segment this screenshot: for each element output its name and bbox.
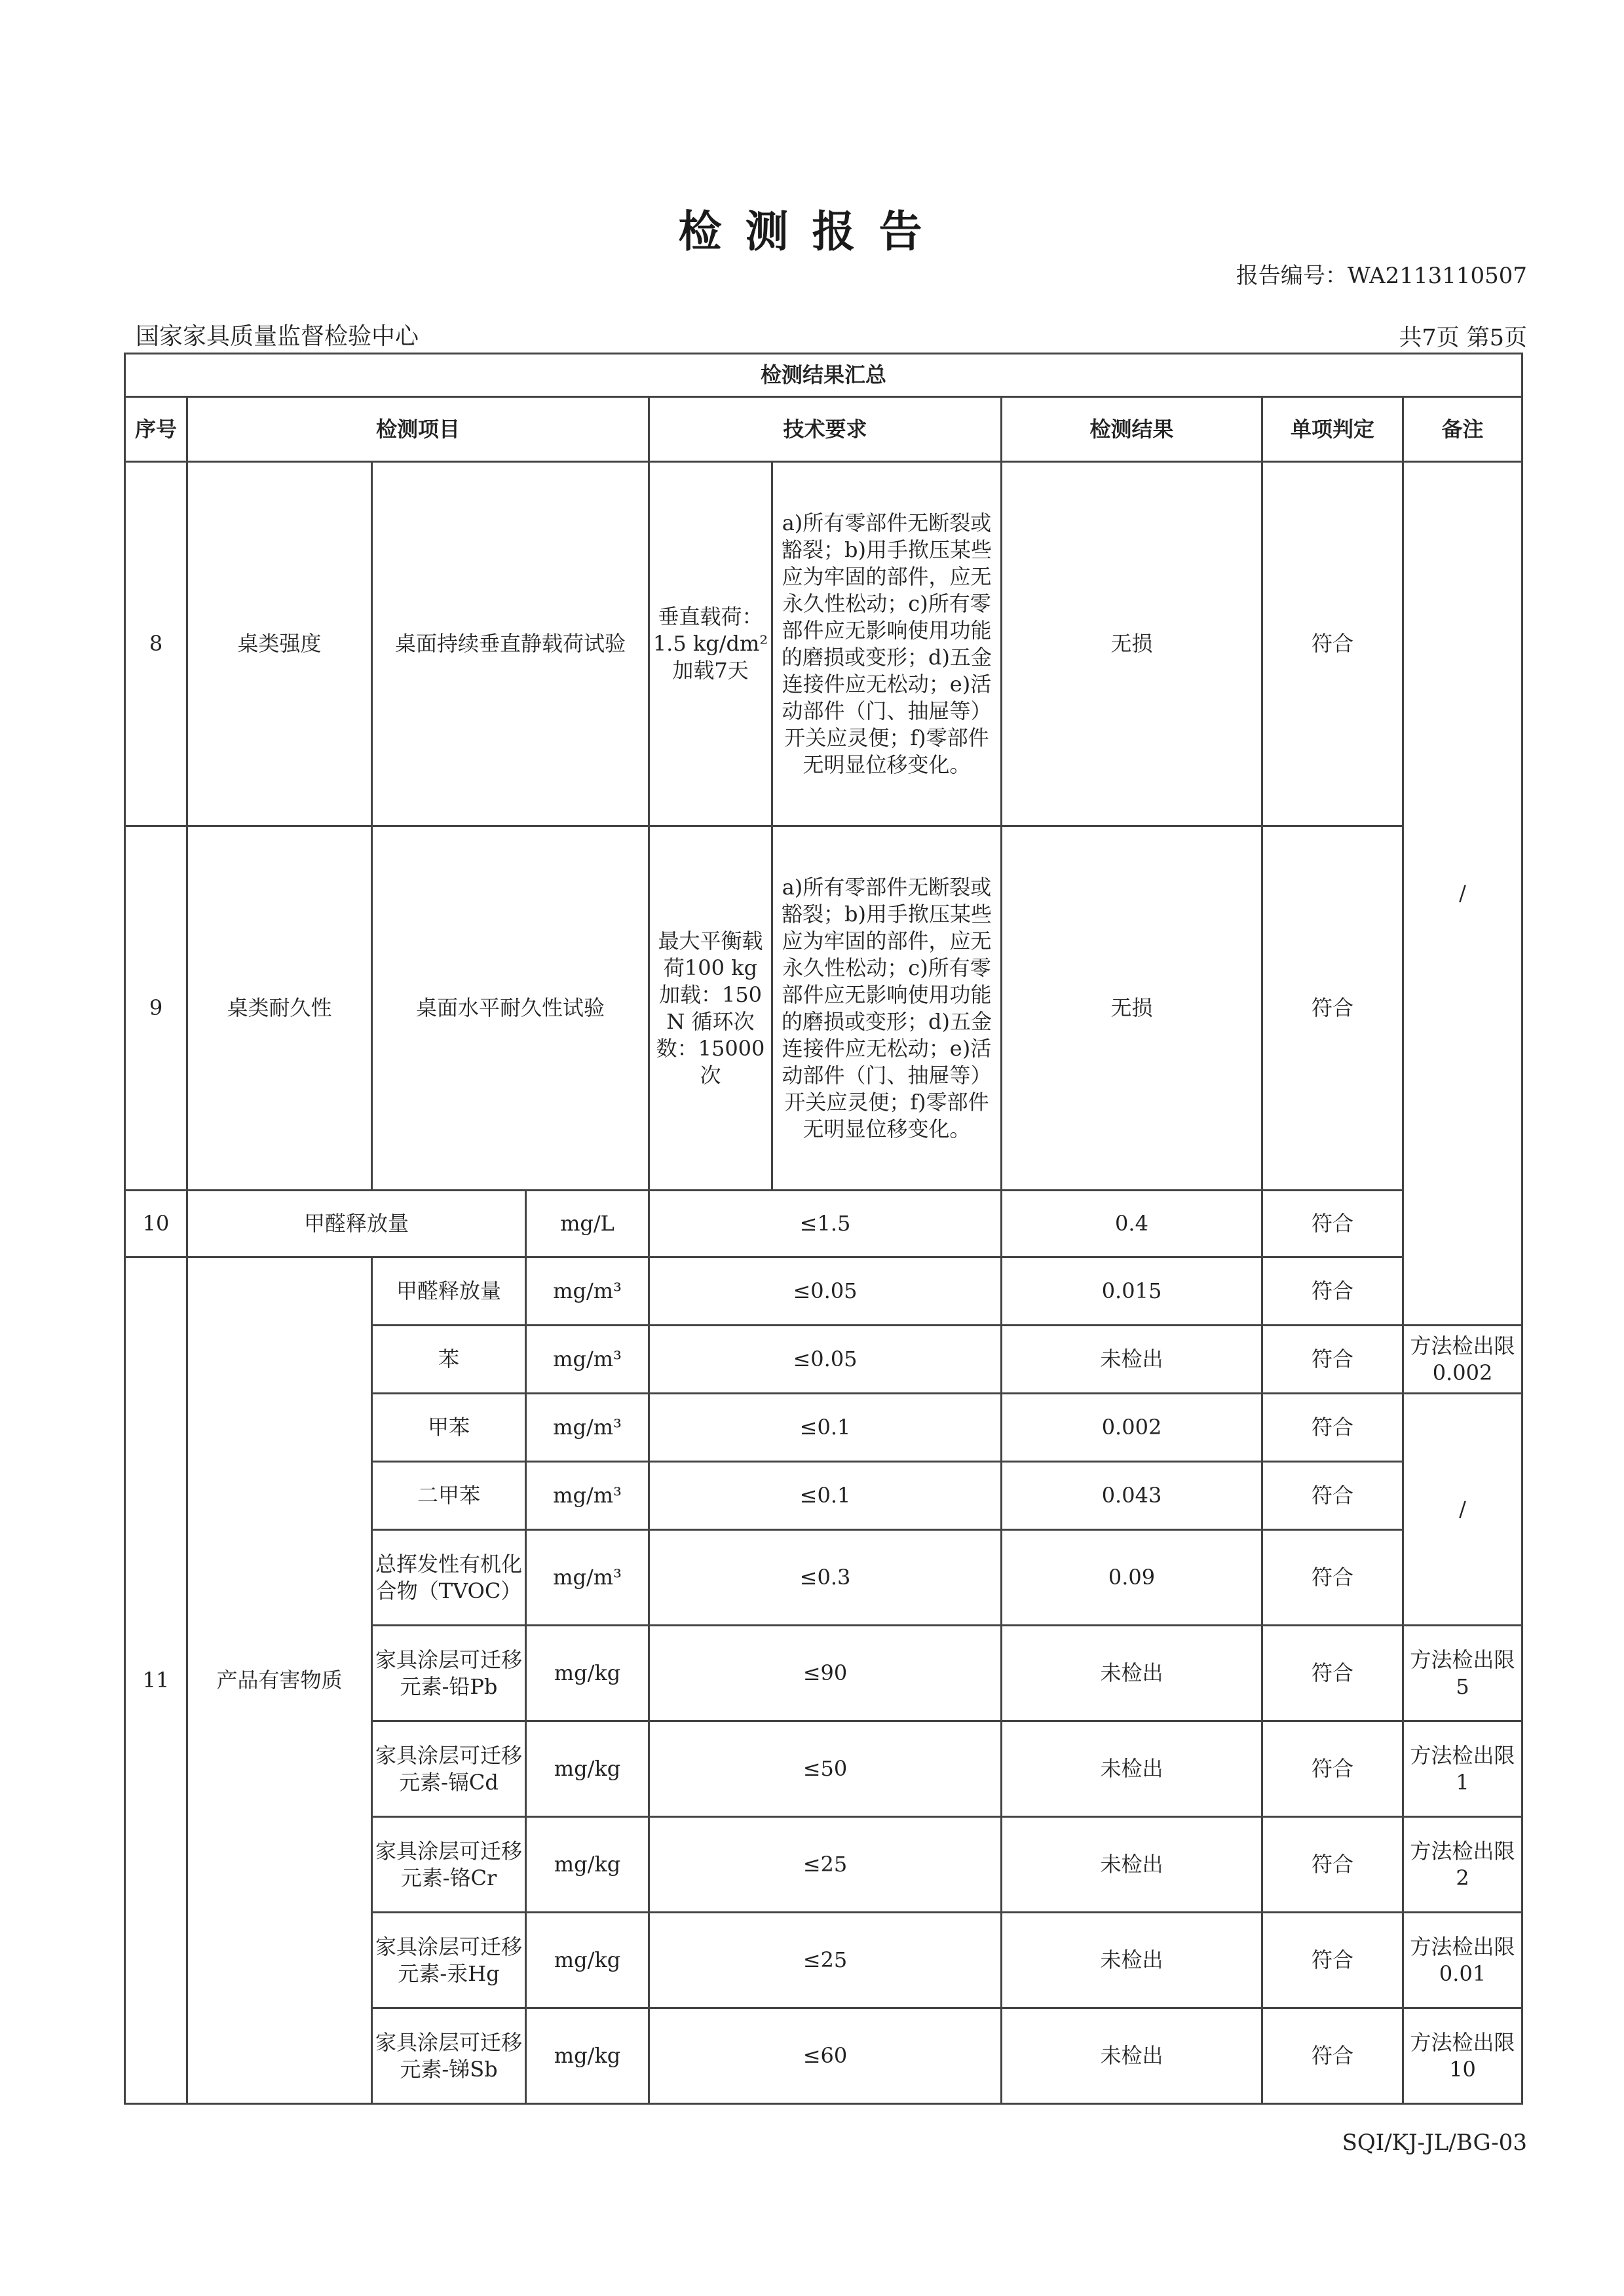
organization-name: 国家家具质量监督检验中心 [136, 323, 419, 350]
sub-requirement: ≤50 [649, 1721, 1002, 1817]
row-item: 桌面持续垂直静载荷试验 [372, 462, 649, 826]
table-header-row [125, 397, 1522, 462]
sub-result: 0.015 [1002, 1257, 1262, 1326]
sub-unit: mg/m³ [526, 1257, 649, 1326]
sub-requirement: ≤0.3 [649, 1530, 1002, 1626]
sub-result: 未检出 [1002, 1721, 1262, 1817]
row-criteria: a)所有零部件无断裂或豁裂；b)用手揿压某些应为牢固的部件，应无永久性松动；c)所有零部件应无影响使用功能的磨损或变形；d)五金连接件应无松动；e)活动部件（门、抽屉等）开关应灵便；f)零部件无明显位移变化。 [772, 462, 1002, 826]
sub-judgement: 符合 [1262, 1913, 1403, 2008]
sub-requirement: ≤90 [649, 1626, 1002, 1721]
row-seq: 8 [125, 462, 187, 826]
sub-judgement: 符合 [1262, 1626, 1403, 1721]
sub-unit: mg/m³ [526, 1394, 649, 1462]
sub-unit: mg/kg [526, 2008, 649, 2104]
sub-result: 未检出 [1002, 1626, 1262, 1721]
row-seq: 10 [125, 1191, 187, 1257]
sub-item: 家具涂层可迁移元素-镉Cd [372, 1721, 526, 1817]
col-header-remark: 备注 [1403, 397, 1522, 462]
sub-judgement: 符合 [1262, 1817, 1403, 1913]
sub-unit: mg/kg [526, 1817, 649, 1913]
row-seq: 11 [125, 1257, 187, 2104]
sub-judgement: 符合 [1262, 1326, 1403, 1394]
row-result: 无损 [1002, 826, 1262, 1191]
sub-requirement: ≤25 [649, 1817, 1002, 1913]
sub-remark: 方法检出限10 [1403, 2008, 1522, 2104]
sub-judgement: 符合 [1262, 1530, 1403, 1626]
row-item: 甲醛释放量 [187, 1191, 526, 1257]
col-header-judgement: 单项判定 [1262, 397, 1403, 462]
sub-remark-merged: / [1403, 1394, 1522, 1626]
row-load: 垂直载荷：1.5 kg/dm²加载7天 [649, 462, 772, 826]
sub-result: 0.043 [1002, 1462, 1262, 1530]
sub-item: 家具涂层可迁移元素-锑Sb [372, 2008, 526, 2104]
sub-requirement: ≤60 [649, 2008, 1002, 2104]
sub-judgement: 符合 [1262, 1394, 1403, 1462]
sub-item: 家具涂层可迁移元素-汞Hg [372, 1913, 526, 2008]
row-result: 无损 [1002, 462, 1262, 826]
row-judgement: 符合 [1262, 462, 1403, 826]
table-row [125, 1257, 1522, 1326]
sub-requirement: ≤0.05 [649, 1326, 1002, 1394]
sub-result: 0.002 [1002, 1394, 1262, 1462]
sub-item: 总挥发性有机化合物（TVOC） [372, 1530, 526, 1626]
sub-judgement: 符合 [1262, 1257, 1403, 1326]
sub-requirement: ≤0.05 [649, 1257, 1002, 1326]
row-result: 0.4 [1002, 1191, 1262, 1257]
col-header-seq: 序号 [125, 397, 187, 462]
table-row [125, 826, 1522, 1191]
sub-remark: 方法检出限2 [1403, 1817, 1522, 1913]
sub-item: 家具涂层可迁移元素-铅Pb [372, 1626, 526, 1721]
sub-judgement: 符合 [1262, 2008, 1403, 2104]
row-category: 桌类强度 [187, 462, 372, 826]
row-category: 产品有害物质 [187, 1257, 372, 2104]
sub-remark: 方法检出限0.002 [1403, 1326, 1522, 1394]
table-row [125, 462, 1522, 826]
row-category: 桌类耐久性 [187, 826, 372, 1191]
sub-result: 未检出 [1002, 2008, 1262, 2104]
col-header-item: 检测项目 [187, 397, 649, 462]
sub-result: 未检出 [1002, 1913, 1262, 2008]
sub-unit: mg/kg [526, 1913, 649, 2008]
form-code: SQI/KJ-JL/BG-03 [1342, 2130, 1527, 2156]
sub-remark: 方法检出限5 [1403, 1626, 1522, 1721]
sub-judgement: 符合 [1262, 1462, 1403, 1530]
sub-item: 甲醛释放量 [372, 1257, 526, 1326]
sub-result: 未检出 [1002, 1817, 1262, 1913]
col-header-requirement: 技术要求 [649, 397, 1002, 462]
sub-item: 二甲苯 [372, 1462, 526, 1530]
sub-item: 甲苯 [372, 1394, 526, 1462]
sub-remark: 方法检出限0.01 [1403, 1913, 1522, 2008]
sub-unit: mg/kg [526, 1626, 649, 1721]
sub-result: 0.09 [1002, 1530, 1262, 1626]
row-requirement: ≤1.5 [649, 1191, 1002, 1257]
sub-unit: mg/kg [526, 1721, 649, 1817]
sub-remark: 方法检出限1 [1403, 1721, 1522, 1817]
row-remark-merged: / [1403, 462, 1522, 1326]
sub-requirement: ≤25 [649, 1913, 1002, 2008]
col-header-result: 检测结果 [1002, 397, 1262, 462]
table-caption: 检测结果汇总 [125, 354, 1522, 397]
table-row [125, 1191, 1522, 1257]
sub-result: 未检出 [1002, 1326, 1262, 1394]
report-title: 检测报告 [678, 206, 946, 257]
sub-unit: mg/m³ [526, 1530, 649, 1626]
row-judgement: 符合 [1262, 1191, 1403, 1257]
sub-requirement: ≤0.1 [649, 1462, 1002, 1530]
sub-unit: mg/m³ [526, 1326, 649, 1394]
report-number: 报告编号：WA2113110507 [1236, 263, 1527, 289]
sub-requirement: ≤0.1 [649, 1394, 1002, 1462]
row-unit: mg/L [526, 1191, 649, 1257]
row-item: 桌面水平耐久性试验 [372, 826, 649, 1191]
sub-judgement: 符合 [1262, 1721, 1403, 1817]
row-seq: 9 [125, 826, 187, 1191]
sub-item: 家具涂层可迁移元素-铬Cr [372, 1817, 526, 1913]
results-table [124, 353, 1523, 2105]
row-criteria: a)所有零部件无断裂或豁裂；b)用手揿压某些应为牢固的部件，应无永久性松动；c)所有零部件应无影响使用功能的磨损或变形；d)五金连接件应无松动；e)活动部件（门、抽屉等）开关应灵便；f)零部件无明显位移变化。 [772, 826, 1002, 1191]
row-load: 最大平衡载荷100 kg 加载：150 N 循环次数：15000次 [649, 826, 772, 1191]
sub-unit: mg/m³ [526, 1462, 649, 1530]
page-indicator: 共7页 第5页 [1399, 325, 1527, 351]
sub-item: 苯 [372, 1326, 526, 1394]
row-judgement: 符合 [1262, 826, 1403, 1191]
